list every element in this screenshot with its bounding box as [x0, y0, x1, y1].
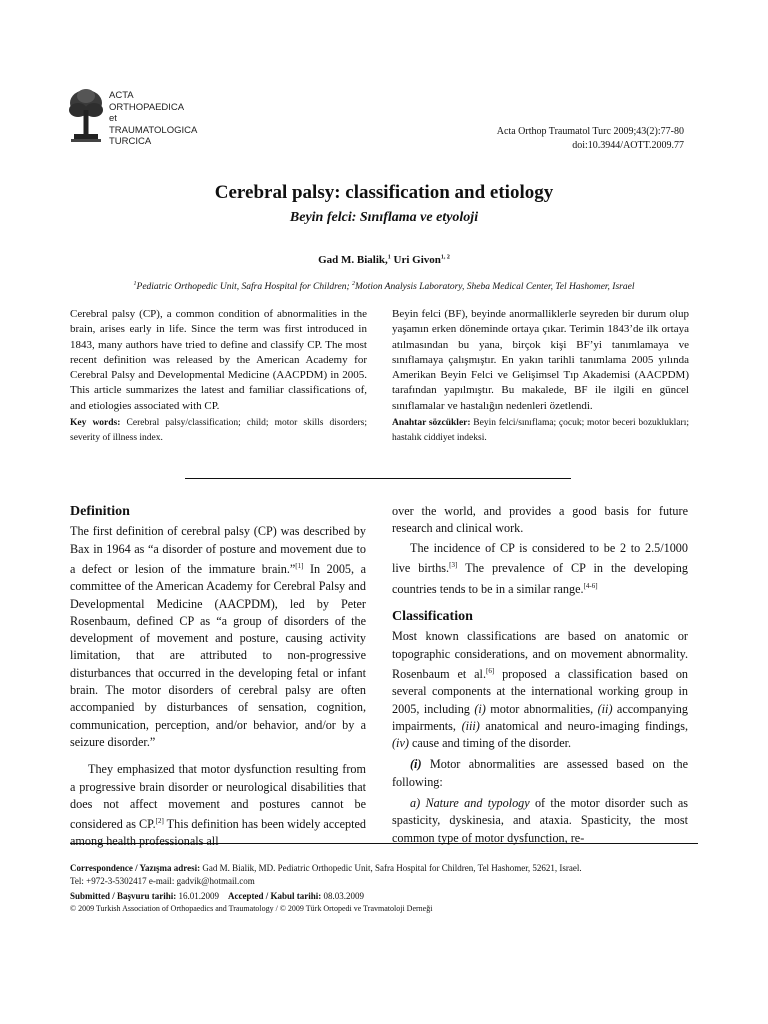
list-marker: (i) — [474, 701, 486, 716]
affil-marker: 2 — [352, 281, 356, 287]
keywords-label: Key words: — [70, 418, 121, 429]
abstract-english — [70, 307, 367, 445]
body-text: The prevalence of CP in the developing countries tends to be in a similar range. — [392, 561, 688, 596]
body-paragraph — [70, 523, 366, 751]
abstract-turkish — [392, 307, 689, 445]
journal-citation: Acta Orthop Traumatol Turc 2009;43(2):77-80 — [496, 126, 684, 137]
list-marker: (ii) — [597, 701, 613, 716]
body-text: The first definition of cerebral palsy (CP) was described by Bax in 1964 as “a disorder of posture and movement due to a defect or lesion of the immature brain.” — [70, 524, 366, 576]
journal-name-line: TURCICA — [109, 136, 152, 147]
affiliations — [70, 281, 698, 292]
contact-info[interactable]: Tel: +972-3-5302417 e-mail: gadvik@hotmail.com — [70, 875, 255, 886]
abstract-text: Cerebral palsy (CP), a common condition of abnormalities in the brain, arises early in life. Since the term was first introduced in 1843, many authors have tried to define and classify CP. The most recent definition was released by the American Academy for Cerebral Palsy and Developmental Medicine (AACPDM) in 2005. This article summarizes the latest and familiar classifications of, and etiologies associated with CP. — [70, 308, 367, 412]
journal-name — [109, 90, 197, 148]
submitted-date: 16.01.2009 — [176, 891, 220, 901]
doi[interactable]: doi:10.3944/AOTT.2009.77 — [572, 140, 684, 151]
section-heading-definition: Definition — [70, 504, 130, 519]
affil-marker: 1 — [133, 281, 137, 287]
body-paragraph — [392, 756, 688, 791]
author-list — [0, 254, 768, 266]
body-text: Motor abnormalities are assessed based on the following: — [392, 757, 688, 789]
citation-ref[interactable]: [4-6] — [583, 581, 598, 590]
section-heading-classification: Classification — [392, 609, 473, 625]
body-column-left — [70, 503, 366, 851]
journal-name-line: ACTA — [109, 90, 134, 101]
body-text: anatomical and neuro-imaging findings, — [479, 718, 688, 733]
list-marker: (iii) — [461, 718, 480, 733]
journal-tree-logo — [68, 88, 104, 146]
list-marker: (i) — [410, 757, 422, 772]
copyright: © 2009 Turkish Association of Orthopaedics and Traumatology / © 2009 Türk Ortopedi ve Travmatoloji Derneği — [70, 903, 433, 913]
accepted-date: 08.03.2009 — [321, 891, 365, 901]
journal-name-line: et — [109, 113, 117, 124]
citation-block — [497, 125, 684, 153]
body-column-right — [392, 540, 688, 847]
body-text: cause and timing of the disorder. — [408, 736, 572, 751]
keywords — [70, 416, 367, 445]
body-paragraph — [70, 761, 366, 851]
affiliation-text: Motion Analysis Laboratory, Sheba Medical Center, Tel Hashomer, Israel — [355, 282, 635, 293]
body-text: The incidence of CP is considered to be 2 to 2.5/1000 live births. — [392, 541, 688, 576]
accepted-label: Accepted / Kabul tarihi: — [228, 891, 322, 901]
list-marker: a) Nature and typology — [410, 796, 530, 811]
correspondence-label: Correspondence / Yazışma adresi: — [70, 863, 201, 873]
body-paragraph — [392, 628, 688, 752]
footer-divider — [70, 843, 698, 844]
keywords — [392, 416, 689, 445]
body-text: Most known classifications are based on anatomic or topographic considerations, and on movement abnormality. Rosenbaum et al. — [392, 629, 688, 681]
body-text: This definition has been widely accepted among health professionals all — [70, 817, 366, 849]
article-title: Cerebral palsy: classification and etiology — [214, 182, 554, 203]
body-text: They emphasized that motor dysfunction resulting from a progressive brain disorder or neurological disabilities that does not affect movement and postures cannot be considered as CP. — [70, 762, 366, 832]
citation-ref[interactable]: [1] — [295, 561, 304, 570]
correspondence-text: Gad M. Bialik, MD. Pediatric Orthopedic Unit, Safra Hospital for Children, Tel Hashomer, 52621, Israel. — [200, 863, 582, 873]
keywords-text: Beyin felci/sınıflama; çocuk; motor beceri bozuklukları; hastalık ciddiyet indeksi. — [392, 418, 689, 443]
section-divider — [185, 478, 571, 479]
affil-marker: 1, 2 — [440, 254, 450, 261]
body-text: proposed a classification based on several components at the international working group in 2005, including — [392, 666, 689, 716]
article-subtitle: Beyin felci: Sınıflama ve etyoloji — [289, 210, 479, 225]
correspondence — [70, 862, 698, 875]
journal-name-line: ORTHOPAEDICA — [109, 101, 185, 113]
submitted-label: Submitted / Başvuru tarihi: — [70, 891, 177, 901]
body-text-continuation: over the world, and provides a good basis for future research and clinical work. — [392, 504, 688, 536]
body-paragraph — [392, 795, 688, 847]
body-text: In 2005, a committee of the American Academy for Cerebral Palsy and Developmental Medicine (AACPDM), led by Peter Rosenbaum, defined CP as “a group of disorders of the development of movement and posture, causing activity limitation, that are attributed to non-progressive disturbances that occurred in the developing fetal or infant brain. The motor disorders of cerebral palsy are often accompanied by disturbances of sensation, cognition, communication, perception, and/or behavior, and/or by a seizure disorder.” — [70, 561, 366, 749]
keywords-label: Anahtar sözcükler: — [392, 418, 471, 429]
footer — [70, 862, 698, 915]
citation-ref[interactable]: [3] — [449, 561, 458, 570]
list-marker: (iv) — [392, 736, 409, 751]
body-text: accompanying impairments, — [392, 701, 688, 733]
author-name: Uri Givon — [390, 254, 441, 266]
keywords-text: Cerebral palsy/classification; child; motor skills disorders; severity of illness index. — [70, 418, 367, 443]
abstract-text: Beyin felci (BF), beyinde anormalliklerle seyreden bir durum olup yaşamın erken döneminde ortaya çıkar. Terimin 1843’de ilk ortaya atılmasından bu yana, birçok kişi BF’yi tanımlamaya ve sınıflamaya çalışmıştır. En yakın tarihli tanımlama 2005 yılında Amerikan Beyin Felci ve Gelişimsel Tıp Akademisi (AACPDM) tarafından yapılmıştır. Bu makalede, BF ile ilgili en güncel sınıflamalar ve hastalığın nedenleri özetlendi. — [392, 308, 689, 412]
journal-name-line: TRAUMATOLOGICA — [109, 124, 198, 136]
body-paragraph — [392, 540, 688, 598]
author-name: Gad M. Bialik, — [318, 254, 388, 266]
dates — [70, 890, 698, 903]
affil-marker: 1 — [387, 254, 391, 261]
citation-ref[interactable]: [6] — [486, 666, 495, 675]
affiliation-text: Pediatric Orthopedic Unit, Safra Hospital for Children; — [136, 282, 353, 293]
body-text: motor abnormalities, — [485, 701, 598, 716]
citation-ref[interactable]: [2] — [155, 817, 164, 826]
body-column-right-top — [392, 503, 688, 538]
body-text: of the motor disorder such as spasticity, dyskinesia, and ataxia. Spasticity, the most common type of motor dysfunction, re- — [392, 796, 688, 845]
